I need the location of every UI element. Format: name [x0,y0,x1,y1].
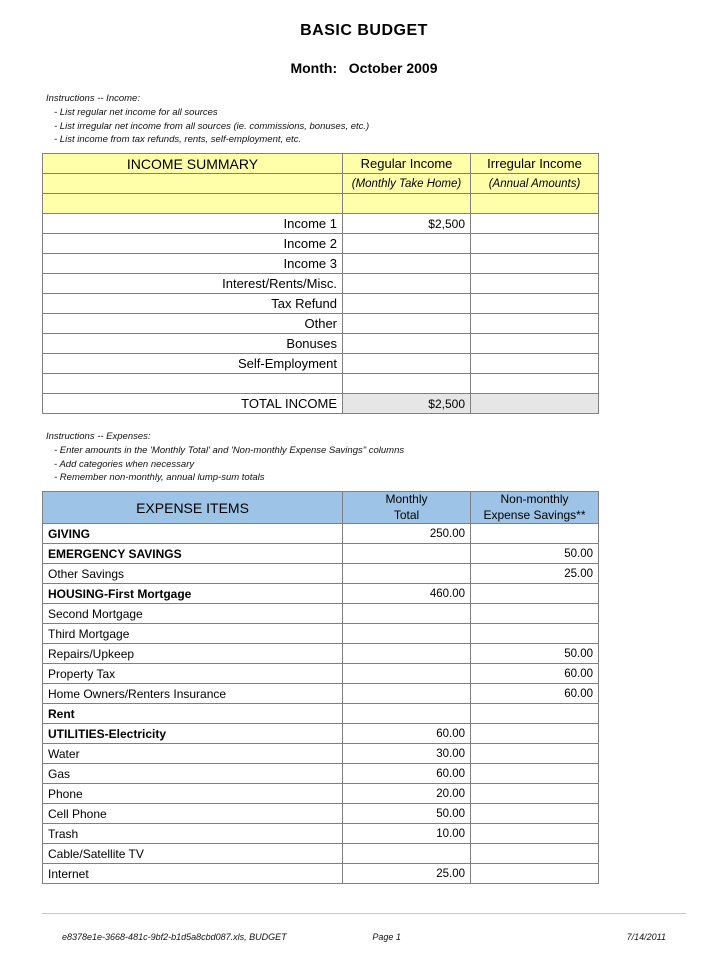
income-instructions-heading: Instructions -- Income: [46,93,140,104]
expense-nonmonthly-cell[interactable] [471,724,599,744]
expense-nonmonthly-cell[interactable] [471,524,599,544]
income-sub-regular: (Monthly Take Home) [343,174,471,194]
income-col-regular: Regular Income [343,154,471,174]
footer-date: 7/14/2011 [626,932,666,942]
expense-name: Phone [43,784,343,804]
income-summary-table [42,153,599,414]
budget-page [0,22,728,964]
expense-col-nonmonthly-line2: Expense Savings** [483,507,586,522]
income-regular-cell[interactable] [343,274,471,294]
table-row[interactable] [43,844,599,864]
expense-col-nonmonthly [471,492,599,524]
income-irregular-cell[interactable] [471,214,599,234]
expense-nonmonthly-cell[interactable] [471,624,599,644]
total-income-row [43,394,599,414]
income-instruction-line: - List regular net income for all sources [54,106,218,118]
expense-monthly-cell[interactable]: 50.00 [343,804,471,824]
expense-monthly-cell[interactable] [343,644,471,664]
income-irregular-cell[interactable] [471,234,599,254]
expense-monthly-cell[interactable] [343,684,471,704]
income-row-label: Self-Employment [43,354,343,374]
expense-nonmonthly-cell[interactable] [471,784,599,804]
table-header-row [43,154,599,174]
expense-monthly-cell[interactable] [343,604,471,624]
income-instruction-line: - List irregular net income from all sources (ie. commissions, bonuses, etc.) [54,120,370,132]
expense-col-monthly [343,492,471,524]
income-col-irregular: Irregular Income [471,154,599,174]
expense-nonmonthly-cell[interactable] [471,744,599,764]
table-row[interactable] [43,234,599,254]
income-regular-cell[interactable] [343,254,471,274]
income-irregular-cell[interactable] [471,354,599,374]
table-row[interactable] [43,334,599,354]
month-label: Month: [290,60,338,76]
expense-name: Rent [43,704,343,724]
expense-nonmonthly-cell[interactable] [471,864,599,884]
expense-name: GIVING [43,524,343,544]
income-irregular-cell[interactable] [471,294,599,314]
expense-instruction-line: - Remember non-monthly, annual lump-sum totals [54,472,265,484]
total-income-regular: $2,500 [343,394,471,414]
total-income-irregular [471,394,599,414]
table-row[interactable] [43,584,599,604]
table-row[interactable] [43,864,599,884]
table-row[interactable] [43,664,599,684]
expense-name: Water [43,744,343,764]
footer-filename: e8378e1e-3668-481c-9bf2-b1d5a8cbd087.xls, BUDGET [62,932,287,942]
expense-nonmonthly-cell[interactable] [471,604,599,624]
expense-items-table [42,491,599,884]
income-row-label: Bonuses [43,334,343,354]
income-table-title: INCOME SUMMARY [43,154,343,174]
spacer-row [43,194,599,214]
expense-nonmonthly-cell[interactable]: 25.00 [471,564,599,584]
income-row-label: Income 3 [43,254,343,274]
page-title: BASIC BUDGET [300,22,428,39]
expense-nonmonthly-cell[interactable]: 60.00 [471,664,599,684]
income-row-label: Tax Refund [43,294,343,314]
expense-name: UTILITIES-Electricity [43,724,343,744]
expense-monthly-cell[interactable]: 250.00 [343,524,471,544]
month-value: October 2009 [348,60,438,76]
income-instruction-line: - List income from tax refunds, rents, self-employment, etc. [54,134,302,146]
income-regular-cell[interactable] [343,334,471,354]
expense-instructions-heading: Instructions -- Expenses: [46,431,151,443]
table-row[interactable] [43,724,599,744]
expense-name: Property Tax [43,664,343,684]
expense-monthly-cell[interactable]: 60.00 [343,764,471,784]
table-row[interactable] [43,704,599,724]
table-subheader-row [43,174,599,194]
footer-page-number: Page 1 [372,932,401,942]
expense-name: HOUSING-First Mortgage [43,584,343,604]
spacer-cell [471,194,599,214]
table-row[interactable] [43,254,599,274]
expense-monthly-cell[interactable] [343,564,471,584]
table-row[interactable] [43,564,599,584]
income-regular-cell[interactable] [343,234,471,254]
expense-nonmonthly-cell[interactable]: 50.00 [471,544,599,564]
expense-nonmonthly-cell[interactable] [471,804,599,824]
table-row[interactable] [43,274,599,294]
expense-nonmonthly-cell[interactable] [471,844,599,864]
expense-name: Home Owners/Renters Insurance [43,684,343,704]
income-irregular-cell[interactable] [471,274,599,294]
expense-nonmonthly-cell[interactable] [471,824,599,844]
income-instructions [46,92,728,147]
expense-table-title: EXPENSE ITEMS [43,492,343,524]
expense-name: Cable/Satellite TV [43,844,343,864]
income-irregular-cell[interactable] [471,334,599,354]
expense-monthly-cell[interactable]: 460.00 [343,584,471,604]
income-irregular-cell[interactable] [471,254,599,274]
table-row[interactable] [43,644,599,664]
expense-name: Cell Phone [43,804,343,824]
expense-monthly-cell[interactable]: 10.00 [343,824,471,844]
expense-monthly-cell[interactable]: 25.00 [343,864,471,884]
expense-name: Repairs/Upkeep [43,644,343,664]
table-row[interactable] [43,624,599,644]
expense-name: Third Mortgage [43,624,343,644]
income-regular-cell[interactable] [343,294,471,314]
expense-name: EMERGENCY SAVINGS [43,544,343,564]
total-income-label: TOTAL INCOME [43,394,343,414]
table-row[interactable] [43,824,599,844]
table-row[interactable] [43,684,599,704]
income-row-label: Income 1 [43,214,343,234]
table-row[interactable] [43,764,599,784]
expense-monthly-cell[interactable]: 20.00 [343,784,471,804]
table-row[interactable] [43,524,599,544]
income-regular-cell[interactable] [343,314,471,334]
expense-monthly-cell[interactable] [343,844,471,864]
income-regular-cell[interactable] [343,374,471,394]
spacer-cell [343,194,471,214]
expense-monthly-cell[interactable] [343,704,471,724]
income-subhead-blank [43,174,343,194]
table-row[interactable] [43,294,599,314]
table-row[interactable] [43,744,599,764]
income-irregular-cell[interactable] [471,374,599,394]
table-row[interactable] [43,804,599,824]
expense-name: Second Mortgage [43,604,343,624]
expense-instruction-line: - Enter amounts in the 'Monthly Total' and 'Non-monthly Expense Savings" columns [54,444,405,456]
expense-nonmonthly-cell[interactable]: 60.00 [471,684,599,704]
table-row[interactable] [43,374,599,394]
expense-instructions [46,430,728,485]
income-row-label: Interest/Rents/Misc. [43,274,343,294]
table-row[interactable] [43,784,599,804]
expense-name: Internet [43,864,343,884]
expense-col-monthly-line1: Monthly [385,492,428,507]
expense-nonmonthly-cell[interactable] [471,764,599,784]
expense-col-nonmonthly-line1: Non-monthly [500,492,569,507]
income-irregular-cell[interactable] [471,314,599,334]
expense-monthly-cell[interactable] [343,624,471,644]
page-footer [0,932,728,942]
table-row[interactable] [43,544,599,564]
spacer-cell [43,194,343,214]
income-row-label: Other [43,314,343,334]
expense-monthly-cell[interactable]: 60.00 [343,724,471,744]
table-row[interactable] [43,604,599,624]
income-row-label [43,374,343,394]
income-sub-irregular: (Annual Amounts) [471,174,599,194]
expense-instruction-line: - Add categories when necessary [54,458,195,470]
expense-name: Gas [43,764,343,784]
expense-monthly-cell[interactable]: 30.00 [343,744,471,764]
income-regular-cell[interactable]: $2,500 [343,214,471,234]
income-row-label: Income 2 [43,234,343,254]
table-header-row [43,492,599,524]
month-line [0,60,728,76]
expense-nonmonthly-cell[interactable]: 50.00 [471,644,599,664]
expense-name: Trash [43,824,343,844]
table-row[interactable] [43,354,599,374]
expense-col-monthly-line2: Total [393,507,420,522]
footer-divider [42,913,686,914]
expense-name: Other Savings [43,564,343,584]
table-row[interactable] [43,314,599,334]
table-row[interactable] [43,214,599,234]
expense-nonmonthly-cell[interactable] [471,584,599,604]
expense-nonmonthly-cell[interactable] [471,704,599,724]
expense-monthly-cell[interactable] [343,664,471,684]
income-regular-cell[interactable] [343,354,471,374]
expense-monthly-cell[interactable] [343,544,471,564]
